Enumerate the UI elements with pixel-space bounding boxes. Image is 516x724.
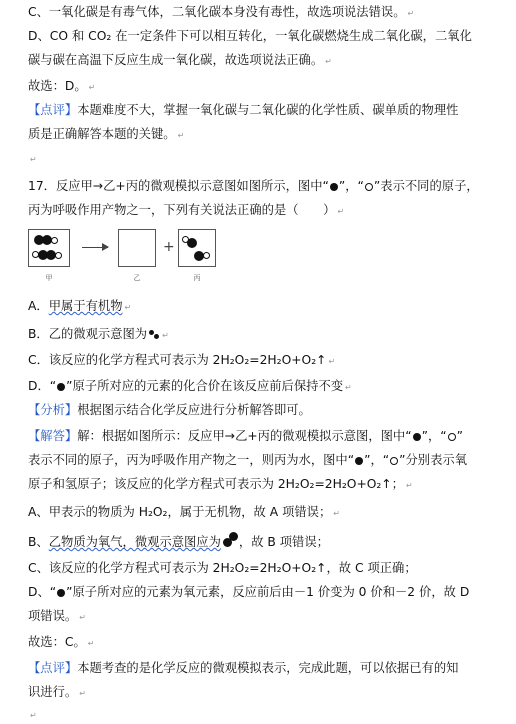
option-c: C．该反应的化学方程式可表示为 2H₂O₂=2H₂O+O₂↑ ↵: [28, 353, 336, 367]
paragraph-mark: ↵: [30, 155, 37, 164]
text-line: 故选：D。 ↵: [28, 79, 96, 93]
review-tag: 【点评】: [28, 661, 78, 675]
molecule-box-jia: [28, 229, 70, 267]
paragraph-mark: ↵: [30, 711, 37, 720]
black-atom-icon: [355, 457, 363, 465]
answer-b: B、乙物质为氧气，微观示意图应为 ，故 B 项错误；: [28, 532, 498, 551]
text-line: D、CO 和 CO₂ 在一定条件下可以相互转化，一氧化碳燃烧生成二氧化碳，二氧化: [28, 29, 472, 43]
text-line: 碳与碳在高温下反应生成一氧化碳，故选项说法正确。 ↵: [28, 53, 332, 67]
text-line: 识进行。 ↵: [28, 685, 86, 699]
final-answer: 故选：C。 ↵: [28, 635, 95, 649]
label-jia: 甲: [45, 274, 53, 282]
white-atom-icon: [448, 433, 456, 441]
option-a: A．甲属于有机物 ↵: [28, 299, 132, 313]
answer-line-2: 表示不同的原子，丙为呼吸作用产物之一，则丙为水，图中“ ”，“ ”分别表示氧: [28, 453, 467, 467]
review-line-2: 【点评】本题考查的是化学反应的微观模拟表示，完成此题，可以依据已有的知: [28, 661, 459, 675]
white-atom-icon: [365, 183, 373, 191]
black-atom-icon: [187, 238, 197, 248]
question-17-line-1: 17．反应甲→乙+丙的微观模拟示意图如图所示，图中“ ”，“ ”表示不同的原子，: [28, 179, 479, 193]
molecule-box-yi: [118, 229, 156, 267]
black-atom-icon: [57, 383, 65, 391]
reaction-arrow: [82, 247, 108, 248]
answer-line-3: 原子和氢原子；该反应的化学方程式可表示为 2H₂O₂=2H₂O+O₂↑； ↵: [28, 477, 413, 491]
analysis-tag: 【分析】: [28, 403, 78, 417]
text-line: C、一氧化碳是有毒气体，二氧化碳本身没有毒性，故选项说法错误。 ↵: [28, 5, 415, 19]
review-tag: 【点评】: [28, 103, 78, 117]
white-atom-icon: [390, 457, 398, 465]
reaction-diagram: [28, 229, 238, 291]
answer-c: C、该反应的化学方程式可表示为 2H₂O₂=2H₂O+O₂↑，故 C 项正确；: [28, 561, 417, 575]
oxygen-molecule-icon: [148, 329, 160, 339]
white-atom-icon: [203, 252, 210, 259]
molecule-box-bing: [178, 229, 216, 267]
plus-sign: +: [163, 239, 175, 255]
answer-line-1: 【解答】解：根据如图所示：反应甲→乙+丙的微观模拟示意图，图中“ ”，“ ”: [28, 429, 464, 443]
analysis-line: 【分析】根据图示结合化学反应进行分析解答即可。: [28, 403, 311, 417]
answer-tag: 【解答】: [28, 429, 78, 443]
label-yi: 乙: [133, 274, 141, 282]
white-atom-icon: [51, 237, 58, 244]
answer-d-2: 项错误。 ↵: [28, 609, 86, 623]
text-line: 质是正确解答本题的关键。 ↵: [28, 127, 185, 141]
white-atom-icon: [55, 252, 62, 259]
option-d: D．“ ”原子所对应的元素的化合价在该反应前后保持不变 ↵: [28, 379, 352, 393]
black-atom-icon: [413, 433, 421, 441]
question-17-line-2: 丙为呼吸作用产物之一，下列有关说法正确的是（ ） ↵: [28, 203, 345, 217]
oxygen-molecule-icon: [223, 532, 239, 548]
answer-a: A、甲表示的物质为 H₂O₂，属于无机物，故 A 项错误； ↵: [28, 505, 340, 519]
option-b: B．乙的微观示意图为 ↵: [28, 327, 169, 341]
black-atom-icon: [330, 183, 338, 191]
review-line: 【点评】本题难度不大，掌握一氧化碳与二氧化碳的化学性质、碳单质的物理性: [28, 103, 459, 117]
answer-d-1: D、“ ”原子所对应的元素为氧元素，反应前后由－1 价变为 0 价和－2 价，故 D: [28, 585, 470, 599]
black-atom-icon: [57, 589, 65, 597]
label-bing: 丙: [193, 274, 201, 282]
